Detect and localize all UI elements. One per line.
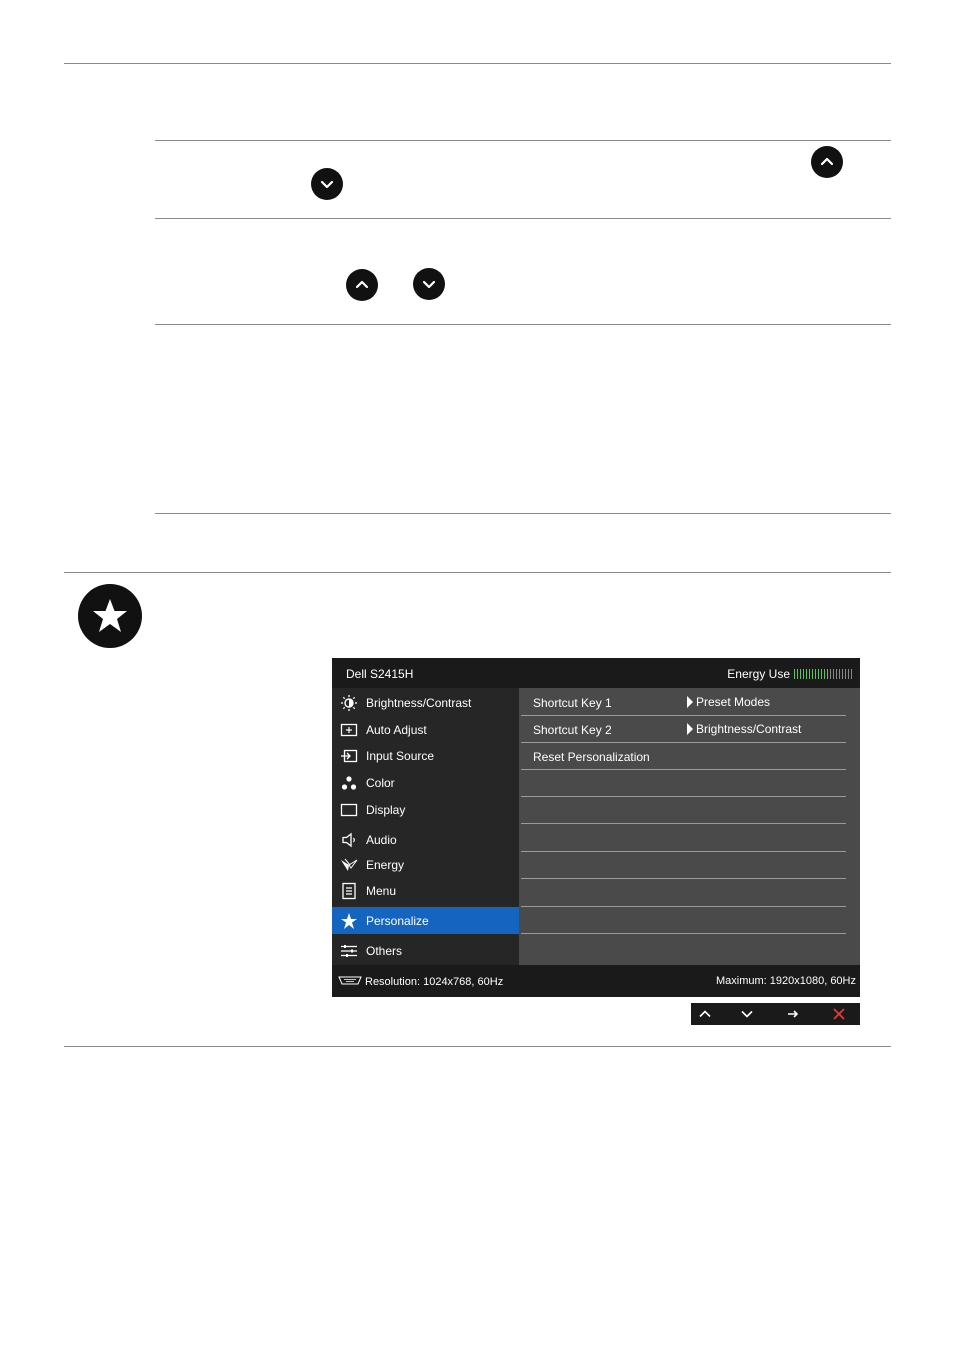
energy-bars bbox=[794, 669, 854, 679]
energy-bar bbox=[839, 669, 840, 679]
divider bbox=[155, 324, 891, 325]
menu-item-brightness-contrast[interactable] bbox=[332, 689, 519, 716]
energy-bar bbox=[794, 669, 795, 679]
energy-icon bbox=[340, 856, 358, 874]
energy-bar bbox=[797, 669, 798, 679]
divider bbox=[155, 218, 891, 219]
menu-item-label: Energy bbox=[366, 857, 405, 872]
down-button-icon bbox=[311, 168, 343, 200]
submenu-label: Shortcut Key 2 bbox=[533, 723, 612, 737]
submenu-value: Preset Modes bbox=[687, 695, 770, 709]
menu-item-label: Auto Adjust bbox=[366, 722, 427, 737]
auto-adjust-icon bbox=[340, 721, 358, 739]
menu-item-label: Input Source bbox=[366, 748, 435, 763]
submenu-empty-row bbox=[521, 825, 846, 852]
energy-bar bbox=[821, 669, 822, 679]
triangle-right-icon bbox=[687, 696, 693, 708]
energy-bar bbox=[803, 669, 804, 679]
menu-item-auto-adjust[interactable] bbox=[332, 716, 519, 743]
maximum-resolution: Maximum: 1920x1080, 60Hz bbox=[715, 975, 856, 987]
menu-item-personalize[interactable] bbox=[332, 907, 519, 934]
energy-bar bbox=[836, 669, 837, 679]
submenu-label: Reset Personalization bbox=[533, 750, 650, 764]
energy-bar bbox=[806, 669, 807, 679]
menu-item-input-source[interactable] bbox=[332, 742, 519, 769]
current-resolution: Resolution: 1024x768, 60Hz bbox=[365, 975, 504, 988]
vga-connector-icon bbox=[338, 975, 362, 988]
menu-item-label: Audio bbox=[366, 832, 397, 847]
star-icon bbox=[340, 912, 358, 930]
energy-bar bbox=[845, 669, 846, 679]
submenu-empty-row bbox=[521, 852, 846, 879]
submenu-empty-row bbox=[521, 880, 846, 907]
menu-item-label: Color bbox=[366, 775, 395, 790]
menu-item-color[interactable] bbox=[332, 769, 519, 796]
energy-bar bbox=[809, 669, 810, 679]
divider bbox=[64, 1046, 891, 1047]
input-source-icon bbox=[340, 747, 358, 765]
osd-menu bbox=[332, 658, 860, 997]
submenu-empty-row bbox=[521, 907, 846, 934]
energy-bar bbox=[812, 669, 813, 679]
menu-icon bbox=[340, 882, 358, 900]
menu-item-label: Others bbox=[366, 943, 403, 958]
submenu-reset-personalization[interactable] bbox=[521, 743, 846, 770]
right-arrow-icon[interactable] bbox=[779, 1003, 807, 1025]
energy-bar bbox=[830, 669, 831, 679]
menu-item-label: Brightness/Contrast bbox=[366, 695, 472, 710]
divider bbox=[155, 513, 891, 514]
monitor-model: Dell S2415H bbox=[346, 667, 414, 681]
energy-bar bbox=[842, 669, 843, 679]
energy-bar bbox=[833, 669, 834, 679]
close-icon[interactable] bbox=[825, 1003, 853, 1025]
main-menu bbox=[332, 688, 519, 965]
energy-label: Energy Use bbox=[727, 667, 790, 681]
divider bbox=[64, 63, 891, 64]
submenu-empty-row bbox=[521, 770, 846, 797]
energy-meter bbox=[727, 667, 854, 681]
up-icon[interactable] bbox=[691, 1003, 719, 1025]
up-button-icon bbox=[346, 269, 378, 301]
audio-icon bbox=[340, 831, 358, 849]
color-icon bbox=[340, 774, 358, 792]
menu-item-label: Display bbox=[366, 802, 406, 817]
menu-item-label: Menu bbox=[366, 883, 397, 898]
energy-bar bbox=[815, 669, 816, 679]
others-icon bbox=[340, 942, 358, 960]
submenu-panel bbox=[519, 688, 860, 965]
display-icon bbox=[340, 801, 358, 819]
menu-item-audio[interactable] bbox=[332, 826, 519, 853]
submenu-label: Shortcut Key 1 bbox=[533, 696, 612, 710]
osd-footer bbox=[332, 965, 860, 997]
triangle-right-icon bbox=[687, 723, 693, 735]
menu-item-energy[interactable] bbox=[332, 851, 519, 878]
submenu-shortcut-key-2[interactable] bbox=[521, 716, 846, 743]
energy-bar bbox=[818, 669, 819, 679]
menu-item-display[interactable] bbox=[332, 796, 519, 823]
menu-item-others[interactable] bbox=[332, 937, 519, 964]
osd-navigation-bar bbox=[691, 1003, 860, 1025]
submenu-value: Brightness/Contrast bbox=[687, 722, 801, 736]
personalize-star-icon bbox=[78, 584, 142, 648]
resolution-info bbox=[338, 975, 503, 988]
down-button-icon bbox=[413, 268, 445, 300]
energy-bar bbox=[827, 669, 828, 679]
brightness-icon bbox=[340, 694, 358, 712]
divider bbox=[155, 140, 891, 141]
up-button-icon bbox=[811, 146, 843, 178]
energy-bar bbox=[824, 669, 825, 679]
divider bbox=[64, 572, 891, 573]
energy-bar bbox=[800, 669, 801, 679]
energy-bar bbox=[851, 669, 852, 679]
menu-item-label: Personalize bbox=[366, 913, 429, 928]
submenu-shortcut-key-1[interactable] bbox=[521, 689, 846, 716]
down-icon[interactable] bbox=[733, 1003, 761, 1025]
menu-item-menu[interactable] bbox=[332, 877, 519, 904]
energy-bar bbox=[848, 669, 849, 679]
osd-header bbox=[332, 658, 860, 688]
submenu-empty-row bbox=[521, 797, 846, 824]
